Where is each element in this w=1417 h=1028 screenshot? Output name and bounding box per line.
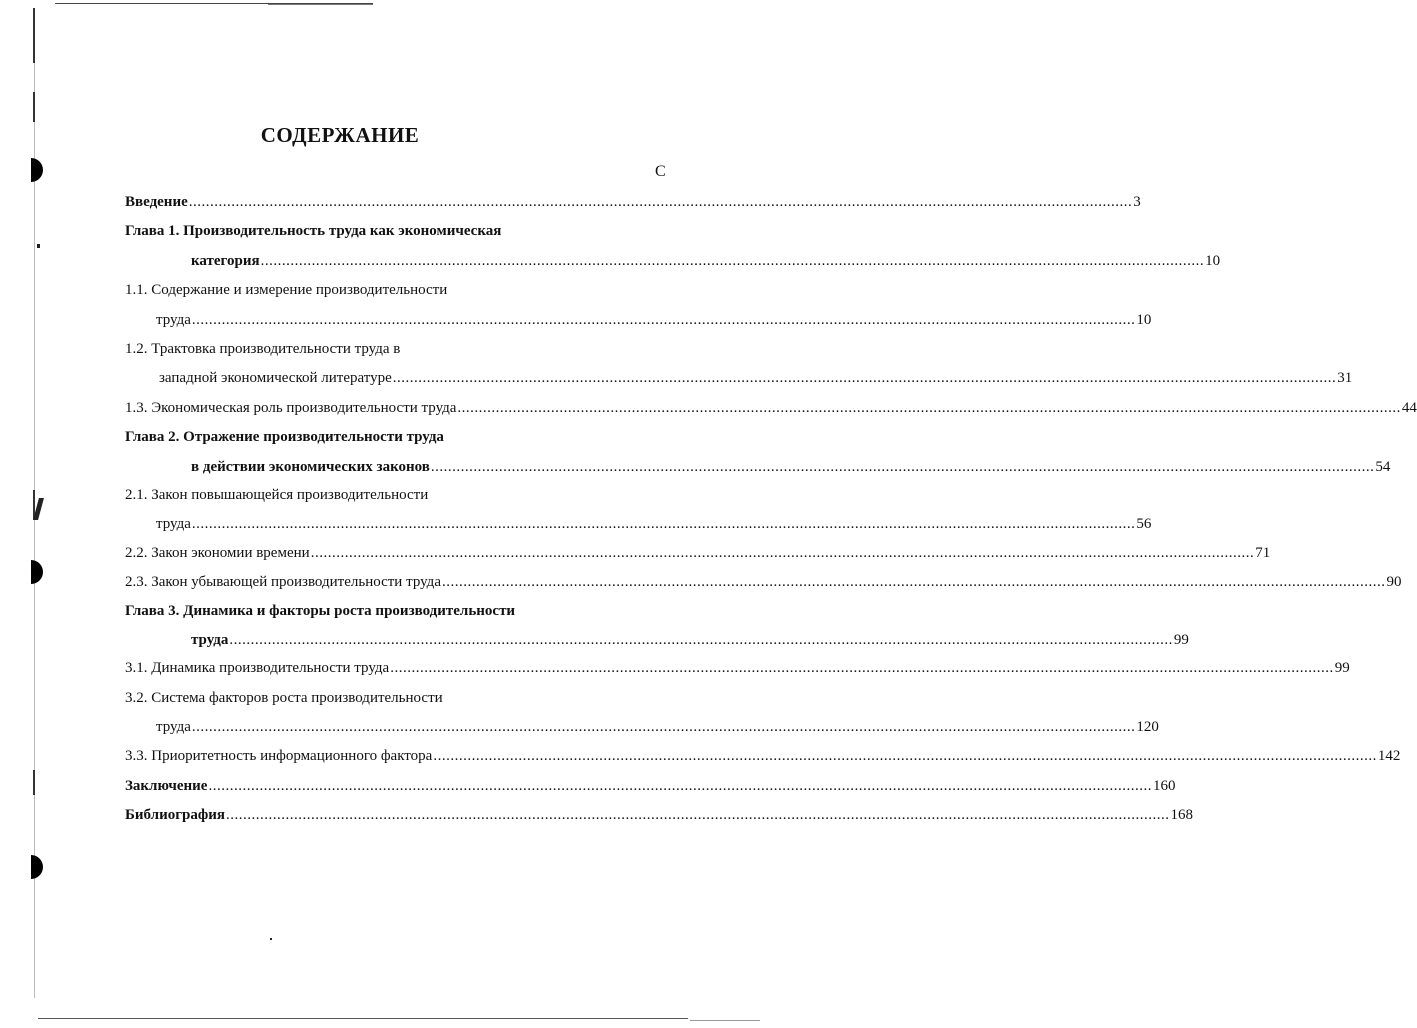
page-title: СОДЕРЖАНИЕ — [260, 123, 420, 147]
toc-entry-page: 56 — [1136, 516, 1152, 532]
toc-leader-dots: .............................................................................................................................................................................................................................. — [392, 370, 1337, 386]
toc-entry-page: 44 — [1401, 400, 1417, 416]
toc-entry-label: 1.2. Трактовка производительности труда в — [125, 341, 401, 357]
toc-entry-label: Глава 2. Отражение производительности труда — [125, 429, 444, 445]
toc-entry-label: труда — [156, 312, 191, 328]
toc-entry-page: 31 — [1337, 370, 1353, 386]
scan-speck — [37, 244, 40, 248]
toc-entry-label: в действии экономических законов — [191, 459, 430, 475]
toc-entry-page: 142 — [1377, 748, 1401, 764]
toc-entry-label: категория — [191, 253, 260, 269]
toc-leader-dots: .............................................................................................................................................................................................................................. — [188, 194, 1133, 210]
punch-hole — [31, 560, 43, 584]
toc-entry — [125, 600, 515, 622]
toc-entry — [125, 657, 1350, 679]
toc-entry-page: 54 — [1375, 459, 1391, 475]
scan-edge-line — [38, 1018, 688, 1019]
toc-entry — [125, 220, 501, 242]
toc-entry-label: Заключение — [125, 778, 208, 794]
toc-entry — [125, 191, 1141, 213]
toc-leader-dots: .............................................................................................................................................................................................................................. — [226, 807, 1170, 823]
toc-leader-dots: .............................................................................................................................................................................................................................. — [229, 632, 1173, 648]
toc-entry-label: 2.2. Закон экономии времени — [125, 545, 310, 561]
toc-entry-page: 90 — [1386, 574, 1402, 590]
toc-entry — [191, 250, 1221, 272]
toc-entry — [191, 629, 1189, 651]
toc-leader-dots: .............................................................................................................................................................................................................................. — [310, 545, 1255, 561]
toc-entry — [125, 397, 1417, 419]
toc-entry-page: 3 — [1133, 194, 1141, 210]
toc-entry — [125, 279, 447, 301]
scan-edge-mark — [33, 92, 35, 122]
toc-entry-label: 1.1. Содержание и измерение производительности — [125, 282, 448, 298]
toc-entry-label: 3.1. Динамика производительности труда — [125, 660, 390, 676]
punch-hole — [31, 158, 43, 182]
toc-entry — [125, 775, 1176, 797]
toc-entry-label: 1.3. Экономическая роль производительности труда — [125, 400, 457, 416]
toc-entry-label: западной экономической литературе — [159, 370, 392, 386]
toc-entry — [156, 513, 1152, 535]
toc-entry — [191, 456, 1391, 478]
toc-leader-dots: .............................................................................................................................................................................................................................. — [433, 748, 1377, 764]
toc-entry-page: 71 — [1255, 545, 1271, 561]
toc-entry — [125, 687, 443, 709]
toc-entry-label: 3.2. Система факторов роста производительности — [125, 690, 443, 706]
toc-entry-page: 10 — [1205, 253, 1221, 269]
toc-leader-dots: .............................................................................................................................................................................................................................. — [191, 719, 1136, 735]
scan-speck — [270, 938, 272, 940]
scan-edge-mark — [33, 8, 35, 63]
toc-entry-label: труда — [156, 516, 191, 532]
toc-leader-dots: .............................................................................................................................................................................................................................. — [208, 778, 1152, 794]
toc-entry-label: труда — [191, 632, 229, 648]
toc-entry — [125, 426, 444, 448]
toc-entry-page: 160 — [1152, 778, 1176, 794]
toc-entry-label: Введение — [125, 194, 188, 210]
toc-entry-page: 99 — [1173, 632, 1189, 648]
toc-leader-dots: .............................................................................................................................................................................................................................. — [260, 253, 1205, 269]
toc-leader-dots: .............................................................................................................................................................................................................................. — [191, 312, 1136, 328]
toc-entry-label: труда — [156, 719, 191, 735]
toc-entry-label: 2.1. Закон повышающейся производительности — [125, 487, 429, 503]
toc-entry-label: 3.3. Приоритетность информационного фактора — [125, 748, 433, 764]
toc-entry — [125, 745, 1401, 767]
toc-entry — [125, 338, 400, 360]
scan-edge-mark — [33, 770, 35, 795]
toc-entry-page: 168 — [1170, 807, 1194, 823]
toc-entry — [125, 542, 1271, 564]
toc-entry — [125, 571, 1402, 593]
toc-entry-label: 2.3. Закон убывающей производительности труда — [125, 574, 441, 590]
page-column-label: С — [655, 163, 666, 180]
toc-entry-page: 10 — [1136, 312, 1152, 328]
punch-hole — [31, 855, 43, 879]
toc-entry — [156, 716, 1159, 738]
toc-entry — [125, 804, 1194, 826]
toc-leader-dots: .............................................................................................................................................................................................................................. — [457, 400, 1401, 416]
toc-leader-dots: .............................................................................................................................................................................................................................. — [390, 660, 1334, 676]
scan-edge-line — [690, 1020, 760, 1021]
toc-entry-page: 120 — [1136, 719, 1159, 735]
toc-entry-label: Глава 1. Производительность труда как экономическая — [125, 223, 502, 239]
toc-leader-dots: .............................................................................................................................................................................................................................. — [191, 516, 1136, 532]
toc-entry-page: 99 — [1334, 660, 1350, 676]
scan-edge-line — [268, 4, 373, 5]
toc-leader-dots: .............................................................................................................................................................................................................................. — [441, 574, 1386, 590]
toc-leader-dots: .............................................................................................................................................................................................................................. — [430, 459, 1375, 475]
toc-entry-label: Глава 3. Динамика и факторы роста производительности — [125, 603, 516, 619]
toc-entry — [156, 309, 1152, 331]
toc-entry — [159, 367, 1353, 389]
toc-entry-label: Библиография — [125, 807, 226, 823]
toc-entry — [125, 484, 428, 506]
